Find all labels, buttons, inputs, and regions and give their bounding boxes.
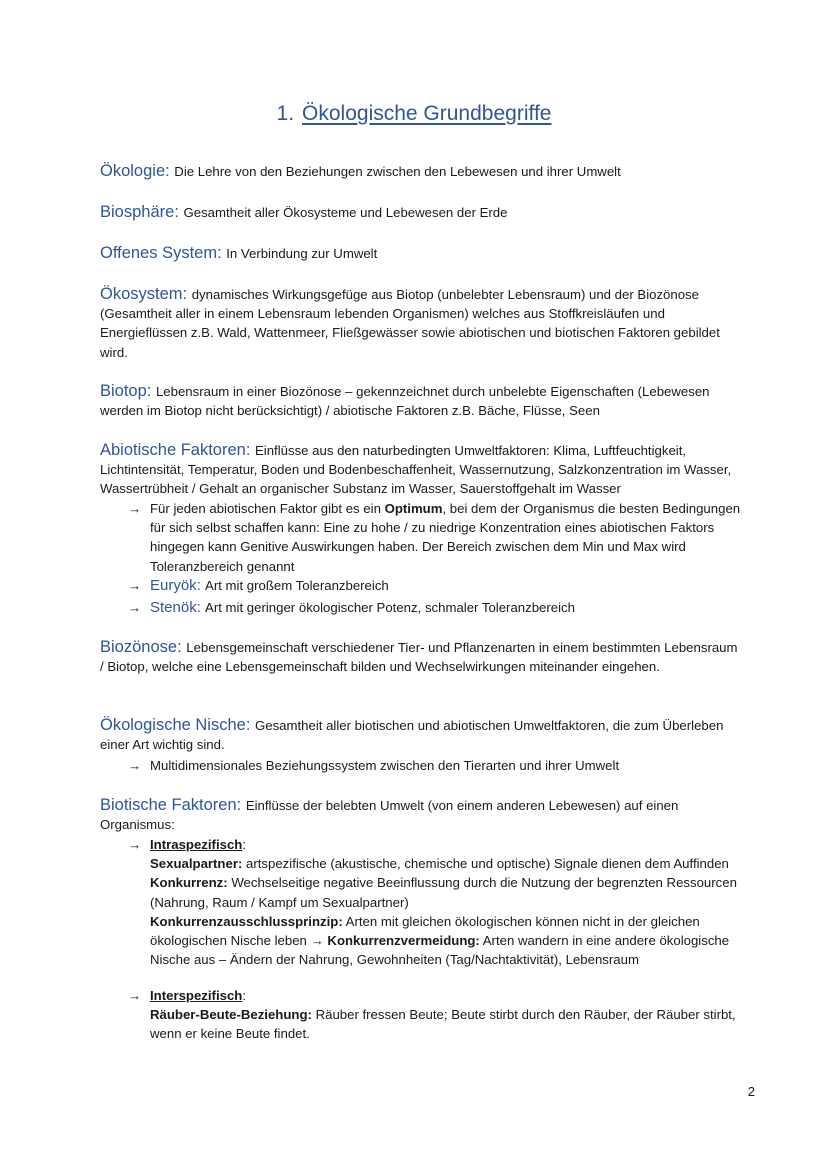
term-separator: : <box>217 244 227 262</box>
definition-text: Gesamtheit aller biotischen und abiotischen Umweltfaktoren, die zum Überleben einer Art wichtig sind. <box>100 718 724 753</box>
page-number: 2 <box>747 1084 755 1099</box>
definition-text: Gesamtheit aller Ökosysteme und Lebewesen der Erde <box>183 205 508 220</box>
term-label: Ökologische Nische <box>100 716 246 734</box>
arrow-icon: → <box>128 578 142 593</box>
definition-biozoenose <box>100 638 740 676</box>
bullet-intraspezifisch <box>128 835 748 969</box>
arrow-icon: → <box>128 600 142 615</box>
term-separator: : <box>165 162 175 180</box>
definition-offenes-system <box>100 244 740 263</box>
page-title <box>0 102 828 126</box>
bullet-text: artspezifische (akustische, chemische und optische) Signale dienen dem Auffinden <box>242 856 729 872</box>
definition-text: Lebensraum in einer Biozönose – gekennzeichnet durch unbelebte Eigenschaften (Lebewesen werden im Biotop nicht berücksichtigt) / abiotische Faktoren z.B. Bäche, Flüsse, Seen <box>100 384 710 419</box>
bullet-text: Arten mit gleichen ökologischen können nicht in der gleichen ökologischen Nische leben <box>150 913 700 949</box>
bold-label: Konkurrenzausschlussprinzip: <box>150 913 343 929</box>
bullet-text: Arten wandern in eine andere ökologische Nische aus – Ändern der Nahrung, Gewohnheiten (Tag/Nachtaktivität), Lebensraum <box>150 933 730 968</box>
arrow-icon: → <box>128 758 142 773</box>
term-label: Ökologie <box>100 162 166 180</box>
bullet-bold: Optimum <box>384 501 443 516</box>
bullet-text: Räuber fressen Beute; Beute stirbt durch den Räuber, der Räuber stirbt, wenn er keine Beute findet. <box>150 1007 736 1042</box>
definition-biosphaere <box>100 203 740 222</box>
definition-oekologische-nische <box>100 716 740 754</box>
arrow-icon: → <box>128 501 142 516</box>
term-label: Biotische Faktoren <box>100 796 237 814</box>
term-label: Biosphäre <box>100 203 175 221</box>
bullet-text: Art mit geringer ökologischer Potenz, schmaler Toleranzbereich <box>205 600 575 615</box>
subheading: Interspezifisch <box>150 988 243 1003</box>
arrow-icon: → <box>128 837 142 852</box>
term-separator: : <box>196 599 206 616</box>
term-label: Biotop <box>100 382 147 400</box>
bullet-stenoek <box>128 598 748 617</box>
bullet-text: , bei dem der Organismus die besten Bedingungen für sich selbst schaffen kann: Eine zu hohe / zu niedrige Konzentration eines abiotischen Faktors hingegen kann Genitive Auswirkungen haben. Der Bereich zwischen dem Min und Max wird Toleranzbereich genannt <box>150 501 741 574</box>
definition-text: Einflüsse der belebten Umwelt (von einem anderen Lebewesen) auf einen Organismus: <box>100 798 679 833</box>
bullet-multidimensional <box>128 756 748 775</box>
term-separator: : <box>236 796 246 814</box>
term-separator: : <box>174 203 184 221</box>
definition-text: dynamisches Wirkungsgefüge aus Biotop (unbelebter Lebensraum) und der Biozönose (Gesamtheit aller in einem Lebensraum lebenden Organismen) welches aus Stoffkreisläufen und Energieflüssen z.B. Wald, Wattenmeer, Fließgewässer sowie abiotischen und biotischen Faktoren gebildet wird. <box>100 287 720 360</box>
subheading: Intraspezifisch <box>150 837 243 852</box>
definition-text: Einflüsse aus den naturbedingten Umweltfaktoren: Klima, Luftfeuchtigkeit, Lichtintensität, Temperatur, Boden und Bodenbeschaffenheit, Wassernutzung, Salzkonzentration im Wasser, Wassertrübheit / Gehalt an organischer Substanz im Wasser, Sauerstoffgehalt im Wasser <box>100 443 732 497</box>
inline-arrow-icon: → <box>310 933 324 949</box>
definition-oekologie <box>100 162 740 181</box>
term-label: Stenök <box>150 599 197 616</box>
title-text: Ökologische Grundbegriffe <box>302 102 552 125</box>
definition-abiotische-faktoren <box>100 441 740 499</box>
term-separator: : <box>245 441 255 459</box>
definition-oekosystem <box>100 285 740 362</box>
bullet-text: Wechselseitige negative Beeinflussung durch die Nutzung der begrenzten Ressourcen (Nahrung, Raum / Kampf um Sexualpartner) <box>150 875 737 910</box>
bullet-text: Für jeden abiotischen Faktor gibt es ein <box>150 501 385 516</box>
term-label: Ökosystem <box>100 285 183 303</box>
term-label: Euryök <box>150 577 197 594</box>
definition-text: Lebensgemeinschaft verschiedener Tier- und Pflanzenarten in einem bestimmten Lebensraum / Biotop, welche eine Lebensgemeinschaft bilden und Wechselwirkungen miteinander eingehen. <box>100 640 738 675</box>
bold-label: Sexualpartner: <box>150 856 243 872</box>
bullet-euryoek <box>128 576 748 595</box>
subheading-colon: : <box>242 988 247 1003</box>
term-separator: : <box>146 382 156 400</box>
bullet-interspezifisch <box>128 986 748 1044</box>
term-label: Biozönose <box>100 638 178 656</box>
bold-label: Räuber-Beute-Beziehung: <box>150 1007 312 1023</box>
bullet-optimum <box>128 499 748 576</box>
arrow-icon: → <box>128 988 142 1003</box>
bullet-text: Multidimensionales Beziehungssystem zwischen den Tierarten und ihrer Umwelt <box>150 758 620 773</box>
term-separator: : <box>177 638 187 656</box>
definition-text: In Verbindung zur Umwelt <box>226 246 378 261</box>
term-label: Offenes System <box>100 244 218 262</box>
title-number: 1. <box>276 102 295 125</box>
definition-biotop <box>100 382 740 420</box>
bullet-text: Art mit großem Toleranzbereich <box>205 578 389 593</box>
bold-label: Konkurrenz: <box>150 875 228 891</box>
definition-text: Die Lehre von den Beziehungen zwischen den Lebewesen und ihrer Umwelt <box>174 164 621 179</box>
term-separator: : <box>196 577 206 594</box>
term-separator: : <box>182 285 192 303</box>
subheading-colon: : <box>242 837 247 852</box>
definition-biotische-faktoren <box>100 796 740 834</box>
term-label: Abiotische Faktoren <box>100 441 246 459</box>
term-separator: : <box>245 716 255 734</box>
bold-label: Konkurrenzvermeidung: <box>323 933 480 949</box>
